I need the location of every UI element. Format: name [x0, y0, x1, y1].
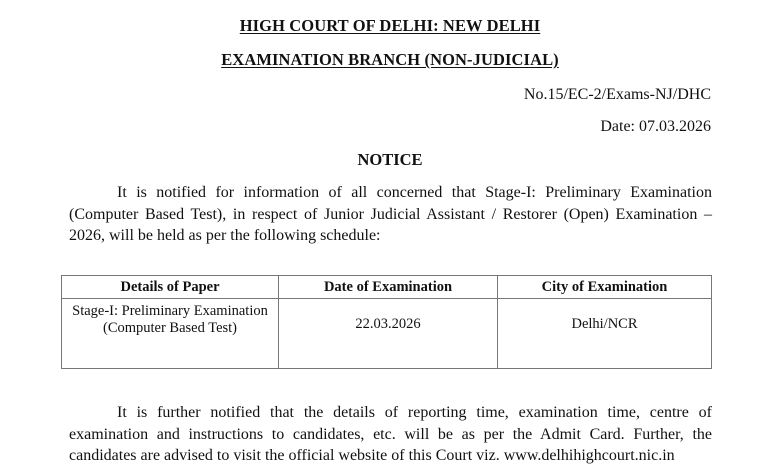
cell-paper-details: Stage-I: Preliminary Examination (Computer Based Test) — [62, 299, 279, 369]
intro-paragraph-text: It is notified for information of all concerned that Stage-I: Preliminary Examination (Computer Based Test), in respect of Junior Judicial Assistant / Restorer (Open) Examination – 2026, will be held as per the following schedule: — [69, 184, 712, 244]
further-notice-text: It is further notified that the details of reporting time, examination time, centre of examination and instructions to candidates, etc. will be as per the Admit Card. Further, the candidates are advised to visit the official website of this Court viz. www.delhihighcourt.nic.in — [69, 404, 712, 464]
table-row — [62, 299, 712, 369]
further-notice-paragraph — [69, 402, 712, 467]
court-name-heading: HIGH COURT OF DELHI: NEW DELHI — [239, 16, 541, 35]
table-header-row — [62, 276, 712, 299]
column-header-city: City of Examination — [498, 276, 712, 299]
column-header-date: Date of Examination — [279, 276, 498, 299]
cell-exam-date: 22.03.2026 — [279, 299, 498, 369]
notice-heading: NOTICE — [357, 150, 423, 169]
column-header-details: Details of Paper — [62, 276, 279, 299]
branch-heading: EXAMINATION BRANCH (NON-JUDICIAL) — [221, 50, 559, 69]
notice-date: Date: 07.03.2026 — [600, 118, 711, 135]
reference-number: No.15/EC-2/Exams-NJ/DHC — [523, 86, 711, 103]
intro-paragraph — [69, 182, 712, 247]
schedule-table — [61, 275, 712, 369]
cell-exam-city: Delhi/NCR — [498, 299, 712, 369]
